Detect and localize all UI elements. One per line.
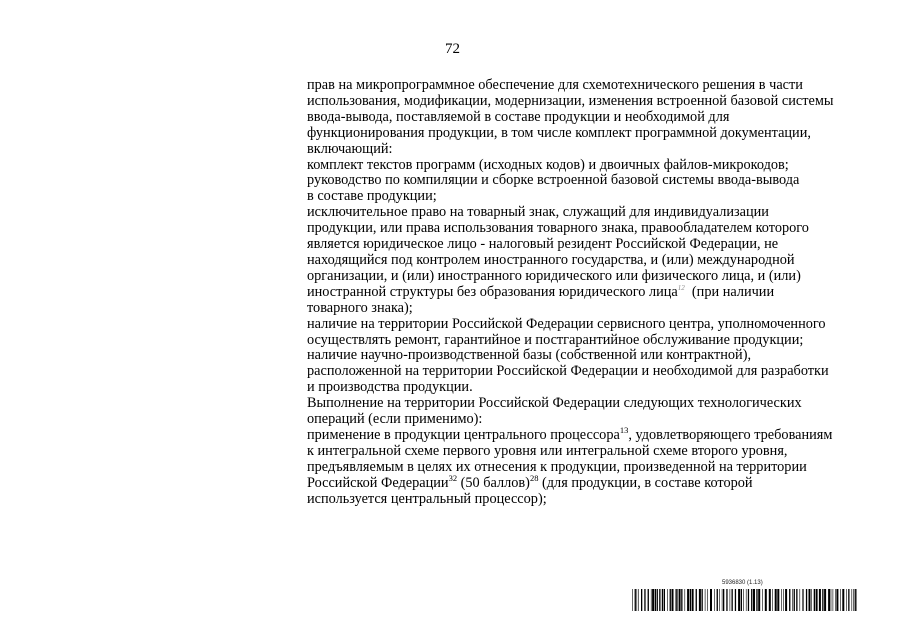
barcode-bar [835, 589, 836, 611]
text-line [307, 285, 872, 301]
barcode-bar [836, 589, 838, 611]
barcode-bar [687, 589, 689, 611]
barcode-bar [842, 589, 844, 611]
text-line [307, 317, 872, 333]
barcode-bar [738, 589, 740, 611]
barcode-block [632, 580, 857, 612]
text-line [307, 301, 872, 317]
text-line [307, 412, 872, 428]
barcode-bar [664, 589, 665, 611]
text-line-main: использования, модификации, модернизации, изменения встроенной базовой системы [307, 92, 834, 109]
barcode-bar [702, 589, 703, 611]
text-line [307, 364, 872, 380]
text-line-main: товарного знака); [307, 299, 413, 316]
barcode-bar [635, 589, 636, 611]
barcode-bar [855, 589, 856, 611]
text-line-main: наличие научно-производственной базы (собственной или контрактной), [307, 347, 752, 364]
barcode-bar [670, 589, 671, 611]
barcode-bar [655, 589, 656, 611]
barcode-bar [748, 589, 749, 611]
text-line [307, 173, 872, 189]
barcode-bar [762, 589, 763, 611]
barcode-bar [732, 589, 733, 611]
barcode-bar [735, 589, 736, 611]
footnote-reference: 13 [619, 425, 629, 436]
footnote-reference: 12 [677, 284, 685, 293]
barcode-bar [765, 589, 767, 611]
text-line [307, 221, 872, 237]
barcode-bar [775, 589, 777, 611]
text-line-main: находящийся под контролем иностранного государства, и (или) международной [307, 251, 795, 268]
barcode-bar [848, 589, 849, 611]
barcode-bar [662, 589, 663, 611]
barcode-bar [672, 589, 674, 611]
text-line-main: в составе продукции; [307, 188, 437, 205]
barcode-bar [681, 589, 682, 611]
barcode-bar [803, 589, 804, 611]
text-line-continuation: (при наличии [684, 283, 775, 300]
text-line [307, 396, 872, 412]
barcode-bar [651, 589, 652, 611]
barcode-bar [840, 589, 841, 611]
barcode-bar [792, 589, 793, 611]
text-line-main: и производства продукции. [307, 379, 473, 396]
barcode-caption: 5936830 (1.13) [722, 580, 763, 586]
barcode-bar [758, 589, 760, 611]
barcode-bar [772, 589, 773, 611]
text-line-main: осуществлять ремонт, гарантийное и постгарантийное обслуживание продукции; [307, 331, 804, 348]
barcode-bar [692, 589, 694, 611]
text-line [307, 425, 872, 444]
text-line [307, 380, 872, 396]
text-line [307, 253, 872, 269]
text-line-main: прав на микропрограммное обеспечение для схемотехнического решения в части [307, 77, 803, 93]
barcode-bar [796, 589, 797, 611]
barcode-bar [852, 589, 853, 611]
text-line-main: к интегральной схеме первого уровня или интегральной схеме второго уровня, [307, 442, 788, 459]
text-line [307, 205, 872, 221]
barcode-bar [705, 589, 706, 611]
barcode-bar [637, 589, 638, 611]
text-line [307, 110, 872, 126]
barcode-bar [714, 589, 715, 611]
document-body [307, 78, 872, 507]
barcode-bar [644, 589, 645, 611]
text-line-main: комплект текстов программ (исходных кодов) и двоичных файлов-микрокодов; [307, 156, 789, 173]
text-line-main: организации, и (или) иностранного юридического или физического лица, и (или) [307, 267, 801, 284]
barcode-bar [722, 589, 723, 611]
barcode-bar [652, 589, 654, 611]
text-line-main: ввода-вывода, поставляемой в составе продукции и необходимой для [307, 108, 730, 125]
barcode-bar [769, 589, 771, 611]
barcode-bar [641, 589, 642, 611]
text-line-continuation: (для продукции, в составе которой [538, 474, 753, 491]
barcode-bar [789, 589, 790, 611]
barcode-bar [756, 589, 757, 611]
barcode-bar [696, 589, 697, 611]
barcode-bar [828, 589, 830, 611]
text-line-main: используется центральный процессор); [307, 490, 547, 507]
barcode-bar [833, 589, 834, 611]
barcode-bar [800, 589, 801, 611]
text-line [307, 269, 872, 285]
text-line-main: Российской Федерации [307, 474, 449, 491]
text-line [307, 94, 872, 110]
text-line-main: включающий: [307, 140, 393, 157]
text-line-main: является юридическое лицо - налоговый резидент Российской Федерации, не [307, 236, 779, 253]
footnote-reference: 28 [529, 472, 539, 483]
barcode-bar [676, 589, 677, 611]
barcode-bar [802, 589, 803, 611]
barcode-bar [648, 589, 649, 611]
text-line-continuation: (50 баллов) [457, 474, 530, 491]
barcode-bar [853, 589, 854, 611]
barcode-bar [846, 589, 847, 611]
barcode-bar [726, 589, 727, 611]
text-line-main: наличие на территории Российской Федерации сервисного центра, уполномоченного [307, 315, 826, 332]
text-line [307, 460, 872, 476]
footnote-reference: 32 [448, 472, 458, 483]
barcode-bar [723, 589, 724, 611]
barcode-bar [783, 589, 784, 611]
barcode-bar [794, 589, 795, 611]
text-line-continuation: , удовлетворяющего требованиям [628, 426, 833, 443]
text-line-main: применение в продукции центрального процессора [307, 426, 620, 443]
page-number-text: 72 [445, 41, 460, 57]
barcode-bar [857, 589, 858, 611]
text-line [307, 189, 872, 205]
text-line-main: функционирования продукции, в том числе комплект программной документации, [307, 124, 811, 141]
barcode-bar [685, 589, 686, 611]
text-line [307, 444, 872, 460]
text-line [307, 492, 872, 508]
text-line [307, 126, 872, 142]
text-line [307, 158, 872, 174]
barcode-bar [751, 589, 752, 611]
barcode-bar [743, 589, 744, 611]
barcode-bar [657, 589, 658, 611]
text-line-main: предъявляемым в целях их отнесения к продукции, произведенной на территории [307, 458, 807, 475]
barcode-bar [781, 589, 782, 611]
barcode-bar [710, 589, 712, 611]
barcode-bar [690, 589, 691, 611]
barcode-bar [746, 589, 747, 611]
text-line [307, 237, 872, 253]
text-line-main: Выполнение на территории Российской Федерации следующих технологических [307, 395, 802, 412]
barcode-bar [632, 589, 633, 611]
barcode-bar [741, 589, 742, 611]
text-line [307, 78, 872, 94]
barcode-bar [824, 589, 826, 611]
barcode-bar [831, 589, 832, 611]
barcode-bar [638, 589, 639, 611]
barcode-bar [730, 589, 731, 611]
text-line-main: руководство по компиляции и сборке встроенной базовой системы ввода-вывода [307, 172, 800, 189]
barcode-bar [667, 589, 668, 611]
text-line [307, 333, 872, 349]
text-line-main: иностранной структуры без образования юридического лица [307, 283, 678, 300]
barcode-bar [707, 589, 708, 611]
text-line [307, 348, 872, 364]
barcode-bar [785, 589, 787, 611]
barcode-bar [659, 589, 660, 611]
barcode-bar [816, 589, 818, 611]
page-number [0, 40, 905, 58]
barcode-bar [809, 589, 811, 611]
barcode-bar [699, 589, 701, 611]
barcode-bar [819, 589, 821, 611]
barcode-bar [717, 589, 718, 611]
barcode-bar [822, 589, 823, 611]
barcode-bar [719, 589, 720, 611]
barcode-bar [806, 589, 807, 611]
text-line-main: продукции, или права использования товарного знака, правообладателем которого [307, 220, 809, 237]
barcode-bar [777, 589, 779, 611]
barcode-image [632, 589, 857, 611]
barcode-bar [753, 589, 755, 611]
barcode-bar [677, 589, 678, 611]
text-line [307, 472, 872, 492]
text-line [307, 142, 872, 158]
barcode-bar [811, 589, 812, 611]
text-line-main: операций (если применимо): [307, 411, 483, 428]
barcode-bar [814, 589, 815, 611]
text-line-main: расположенной на территории Российской Федерации и необходимой для разработки [307, 363, 829, 380]
barcode-bar [679, 589, 681, 611]
text-line-main: исключительное право на товарный знак, служащий для индивидуализации [307, 204, 769, 221]
